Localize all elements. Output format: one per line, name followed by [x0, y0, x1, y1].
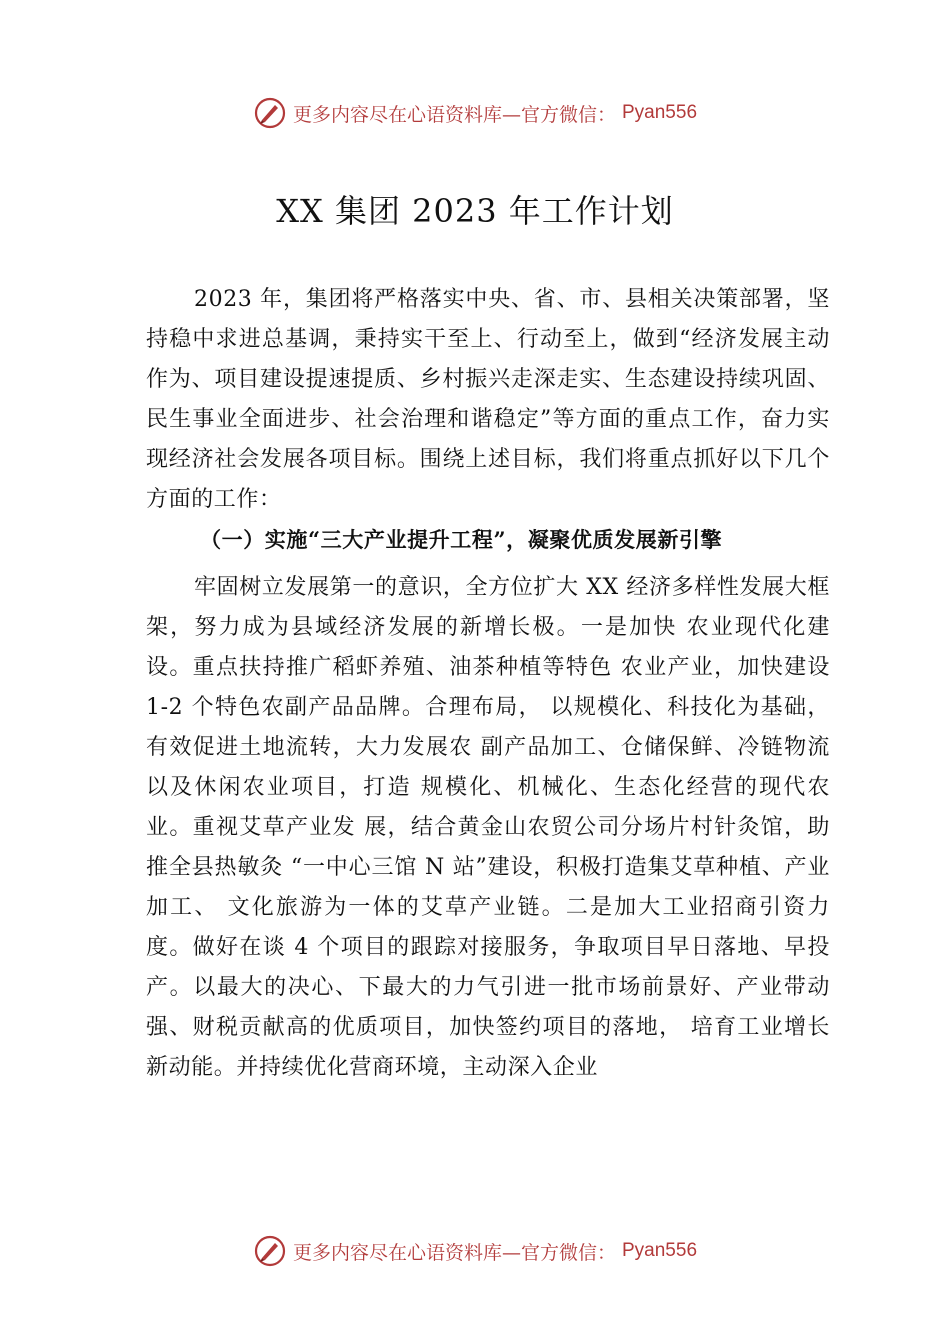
document-body	[146, 280, 830, 1088]
section-heading: （一）实施“三大产业提升工程”，凝聚优质发展新引擎	[200, 527, 723, 552]
watermark-header	[0, 96, 950, 130]
intro-paragraph: 2023 年，集团将严格落实中央、省、市、县相关决策部署，坚持稳中求进总基调，秉持实干至上、行动至上，做到“经济发展主动作为、项目建设提速提质、乡村振兴走深走实、生态建设持续巩固、民生事业全面进步、社会治理和谐稳定”等方面的重点工作，奋力实现经济社会发展各项目标。围绕上述目标，我们将重点抓好以下几个方面的工作：	[146, 287, 830, 512]
pen-logo-icon	[253, 96, 287, 130]
pen-logo-icon	[253, 1234, 287, 1268]
watermark-text: 更多内容尽在心语资料库—官方微信：	[292, 1241, 616, 1264]
watermark-text: 更多内容尽在心语资料库—官方微信：	[292, 103, 616, 126]
document-title: XX 集团 2023 年工作计划	[276, 192, 674, 230]
watermark-footer	[0, 1234, 950, 1268]
section-paragraph: 牢固树立发展第一的意识，全方位扩大 XX 经济多样性发展大框架，努力成为县域经济发展的新增长极。一是加快 农业现代化建设。重点扶持推广稻虾养殖、油茶种植等特色 农业产业，加快建设 1-2 个特色农副产品品牌。合理布局， 以规模化、科技化为基础，有效促进土地流转，大力发展农 副产品加工、仓储保鲜、冷链物流以及休闲农业项目，打造 规模化、机械化、生态化经营的现代农业。重视艾草产业发 展，结合黄金山农贸公司分场片村针灸馆，助推全县热敏灸 “一中心三馆 N 站”建设，积极打造集艾草种植、产业加工、 文化旅游为一体的艾草产业链。二是加大工业招商引资力度。做好在谈 4 个项目的跟踪对接服务，争取项目早日落地、早投产。以最大的决心、下最大的力气引进一批市场前景好、产业带动强、财税贡献高的优质项目，加快签约项目的落地， 培育工业增长新动能。并持续优化营商环境，主动深入企业	[146, 575, 830, 1080]
watermark-wechat-id: Pyan556	[622, 1240, 698, 1261]
watermark-wechat-id: Pyan556	[622, 102, 698, 123]
